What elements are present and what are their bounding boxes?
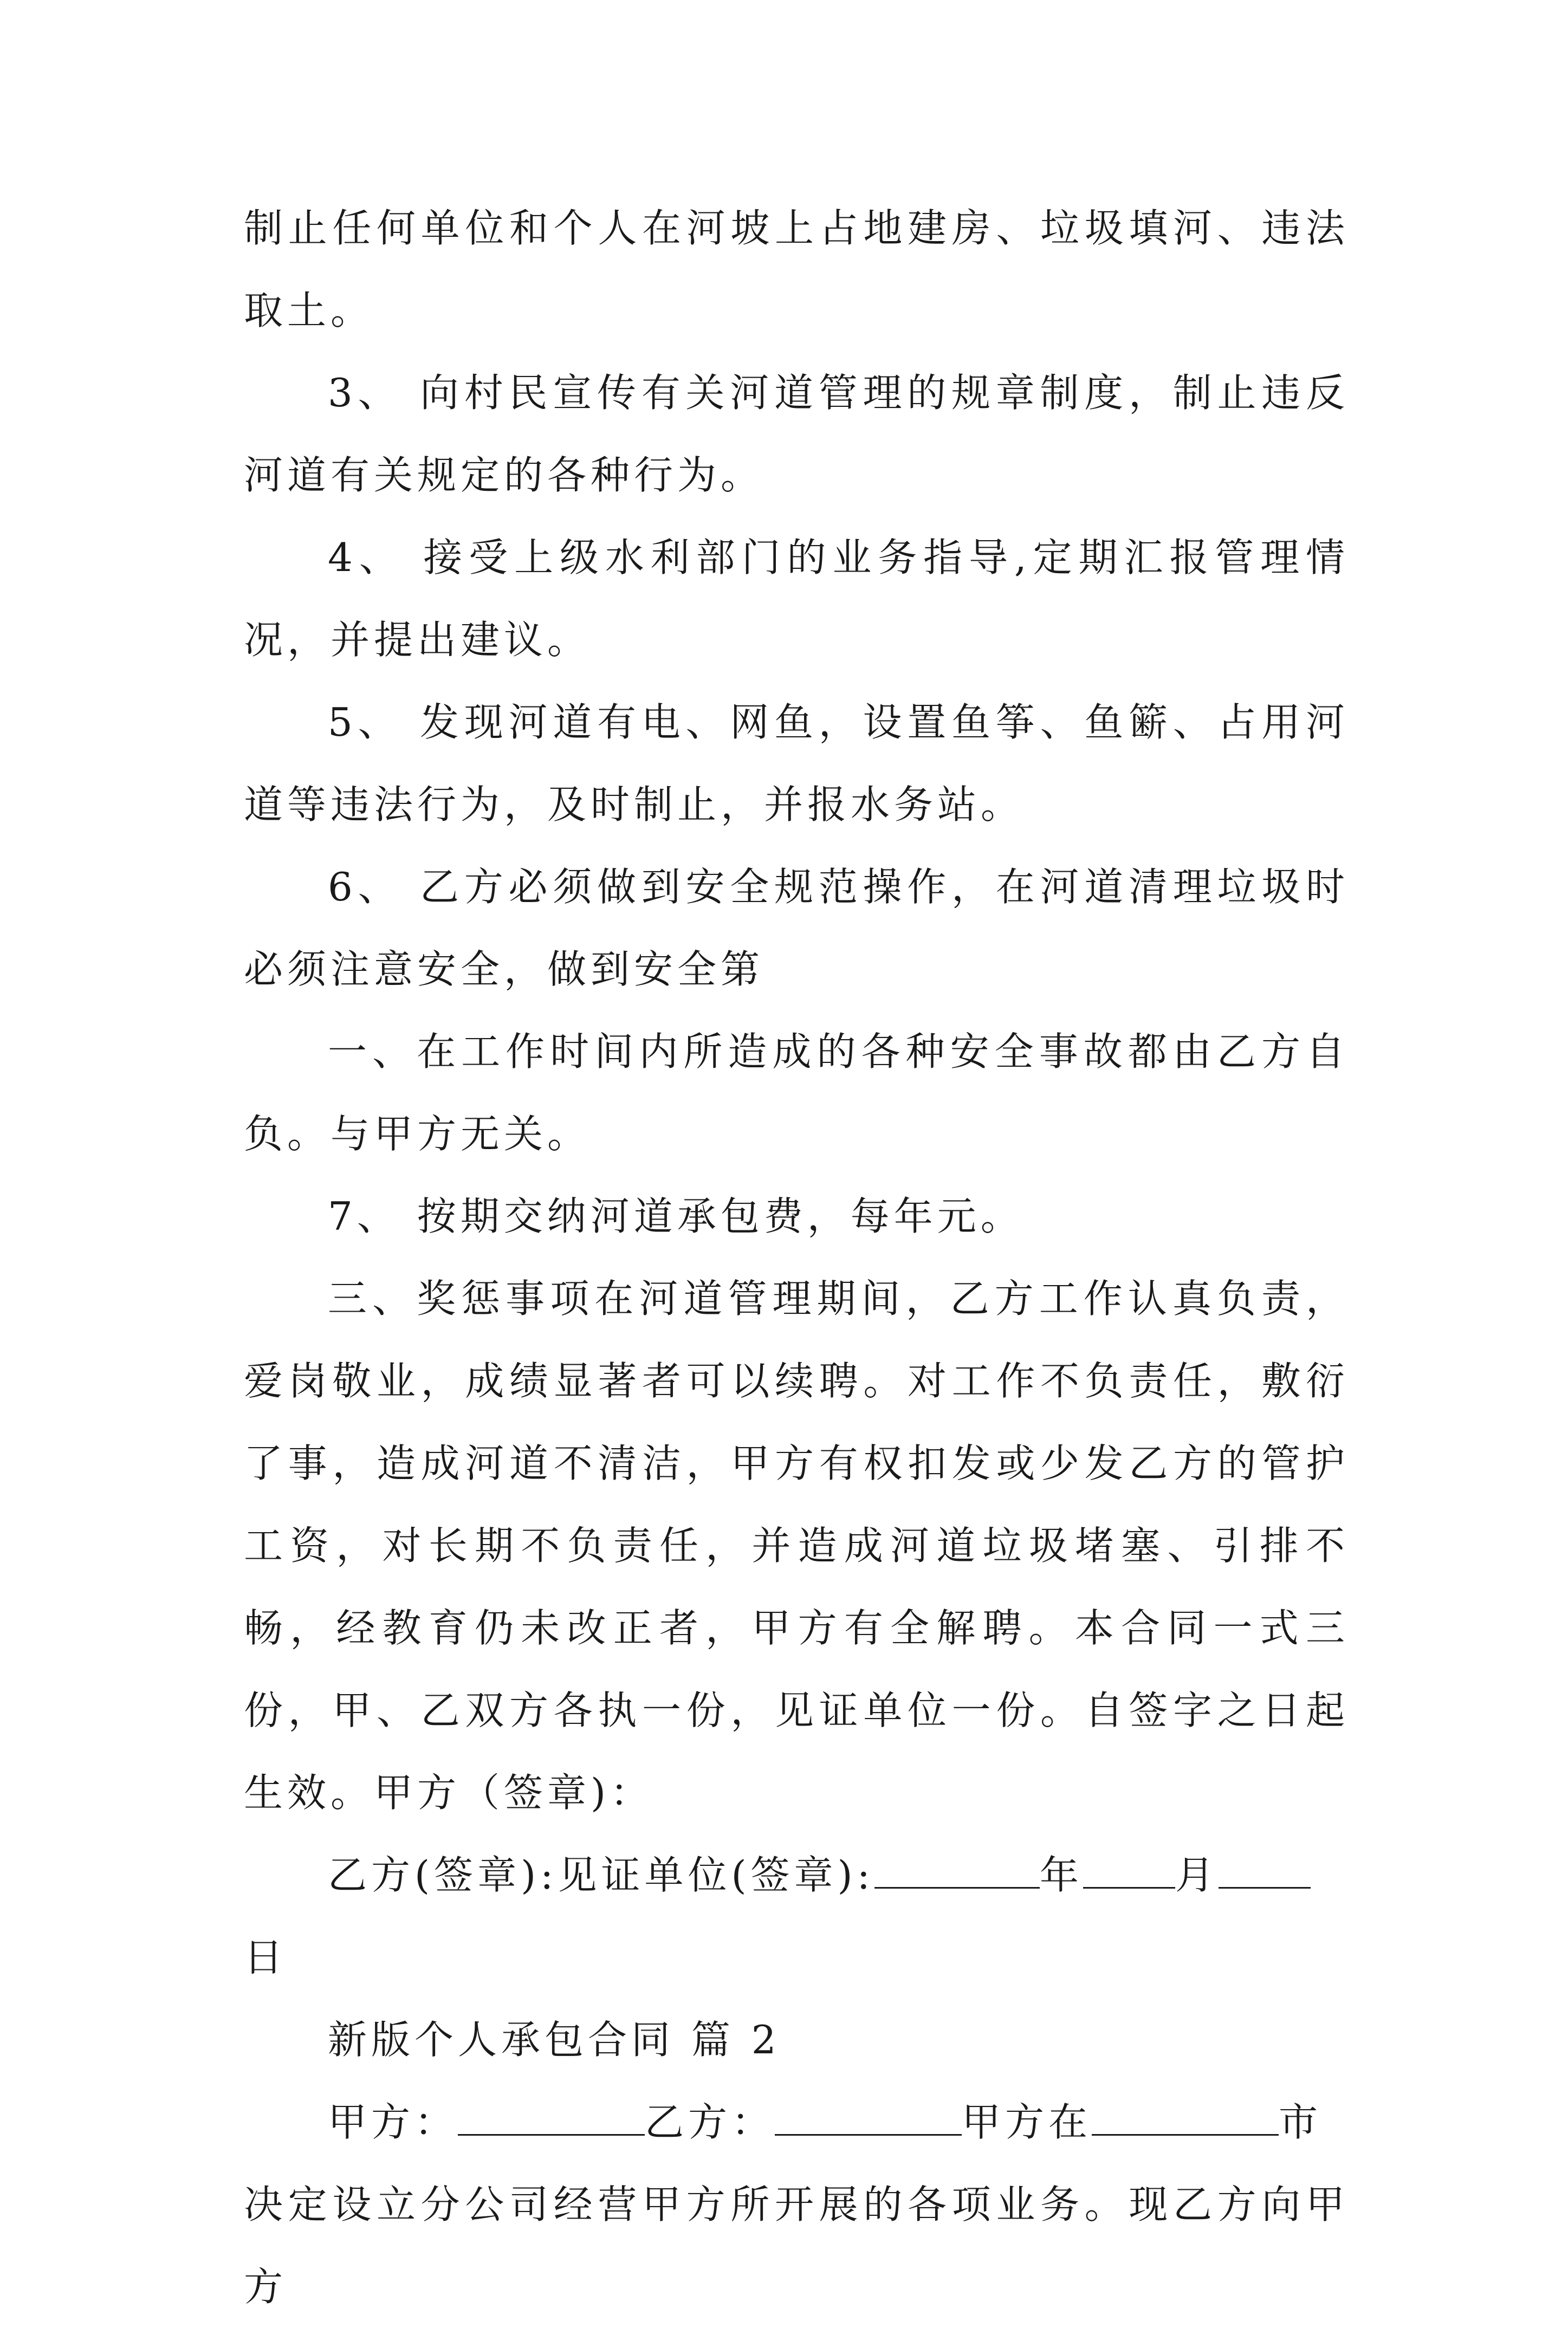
signature-line-text: 乙方(签章):见证单位(签章): [328, 1852, 874, 1898]
party-a-in-label: 甲方在 [962, 2099, 1092, 2145]
party-a-label: 甲方： [328, 2099, 458, 2145]
signature-line [244, 1834, 1349, 1999]
month-label: 月 [1175, 1852, 1219, 1898]
party-b-blank [775, 2102, 962, 2136]
party-a-blank [458, 2102, 645, 2136]
party-b-label: 乙方： [645, 2099, 775, 2145]
year-blank [874, 1854, 1040, 1889]
paragraph-safety: 一、在工作时间内所造成的各种安全事故都由乙方自负。与甲方无关。 [244, 1029, 1349, 1157]
day-label: 日 [244, 1935, 288, 1980]
last-paragraph: 决定设立分公司经营甲方所开展的各项业务。现乙方向甲方 [244, 2182, 1349, 2310]
paragraph-clause-5: 5、 发现河道有电、网鱼，设置鱼筝、鱼簖、占用河道等违法行为，及时制止，并报水务站。 [244, 699, 1349, 827]
city-blank [1092, 2102, 1279, 2136]
paragraph-1: 制止任何单位和个人在河坡上占地建房、垃圾填河、违法取土。 [244, 205, 1349, 333]
section-title: 新版个人承包合同 篇 2 [328, 2017, 781, 2063]
year-label: 年 [1039, 1852, 1083, 1898]
day-blank [1219, 1854, 1311, 1889]
paragraph-clause-7: 7、 按期交纳河道承包费，每年元。 [328, 1194, 1024, 1239]
paragraph-rewards-penalties: 三、奖惩事项在河道管理期间，乙方工作认真负责，爱岗敬业，成绩显著者可以续聘。对工作不负责任，敷衍了事，造成河道不清洁，甲方有权扣发或少发乙方的管护工资，对长期不负责任，并造成河道垃圾堵塞、引排不畅，经教育仍未改正者，甲方有全解聘。本合同一式三份，甲、乙双方各执一份，见证单位一份。自签字之日起生效。甲方（签章)： [244, 1276, 1349, 1815]
paragraph-clause-6: 6、 乙方必须做到安全规范操作，在河道清理垃圾时必须注意安全，做到安全第 [244, 864, 1349, 992]
parties-line [244, 2081, 1349, 2163]
paragraph-clause-3: 3、 向村民宣传有关河道管理的规章制度，制止违反河道有关规定的各种行为。 [244, 370, 1349, 498]
city-label: 市 [1279, 2099, 1323, 2145]
paragraph-clause-4: 4、 接受上级水利部门的业务指导,定期汇报管理情况，并提出建议。 [244, 535, 1349, 663]
document-body [244, 187, 1349, 2328]
month-blank [1083, 1854, 1175, 1889]
